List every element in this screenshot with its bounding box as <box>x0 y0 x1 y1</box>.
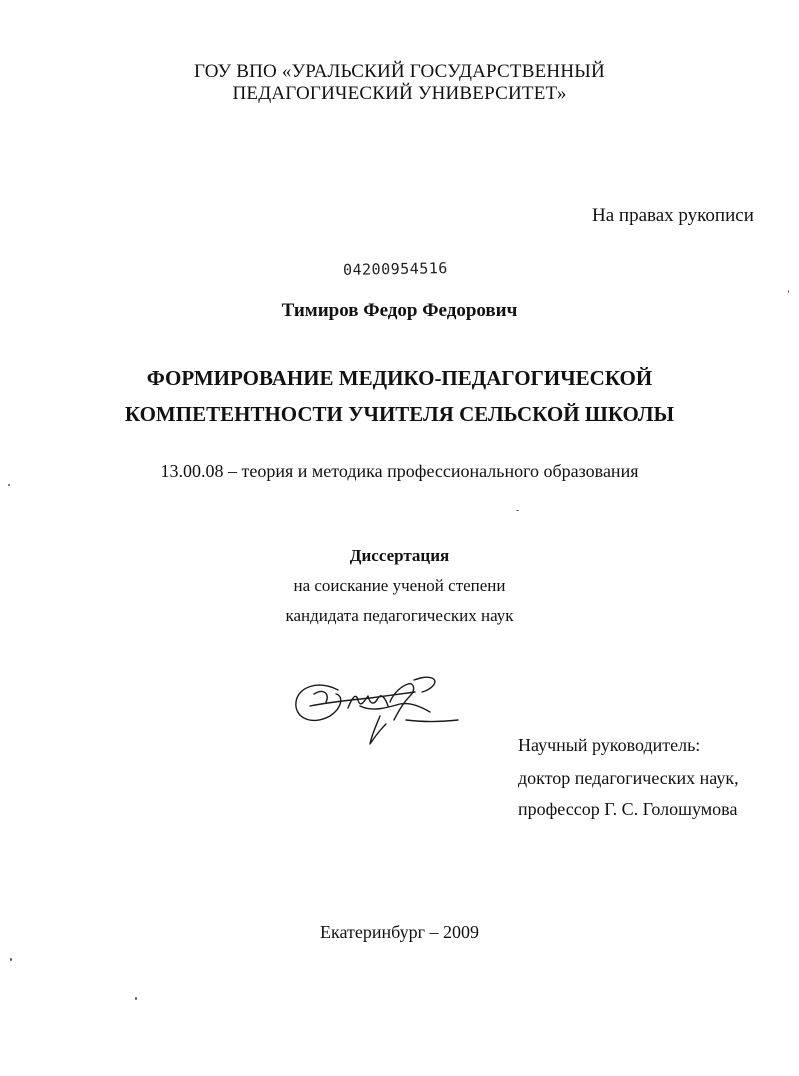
scan-speck <box>788 290 789 293</box>
scan-speck <box>10 958 12 961</box>
dissertation-title-line2: КОМПЕТЕНТНОСТИ УЧИТЕЛЯ СЕЛЬСКОЙ ШКОЛЫ <box>124 402 675 426</box>
supervisor-degree: доктор педагогических наук, <box>518 768 739 788</box>
scan-speck <box>8 484 10 486</box>
university-name-line2: ПЕДАГОГИЧЕСКИЙ УНИВЕРСИТЕТ» <box>232 83 567 104</box>
supervisor-name: профессор Г. С. Голошумова <box>518 799 738 819</box>
city-year: Екатеринбург – 2009 <box>320 922 479 942</box>
catalog-code: 04200954516 <box>342 259 448 279</box>
scan-speck <box>516 510 519 511</box>
university-name-line1: ГОУ ВПО «УРАЛЬСКИЙ ГОСУДАРСТВЕННЫЙ <box>194 61 605 82</box>
degree-line1: на соискание ученой степени <box>293 576 506 595</box>
supervisor-label: Научный руководитель: <box>518 735 701 755</box>
signature-icon <box>290 672 465 752</box>
specialty-code: 13.00.08 – теория и методика профессионального образования <box>160 461 639 481</box>
dissertation-title-line1: ФОРМИРОВАНИЕ МЕДИКО-ПЕДАГОГИЧЕСКОЙ <box>146 366 653 390</box>
scan-speck <box>135 997 137 1000</box>
author-name: Тимиров Федор Федорович <box>281 300 518 321</box>
signature-strokes <box>296 677 458 744</box>
rights-note: На правах рукописи <box>592 205 754 226</box>
dissertation-type: Диссертация <box>349 546 450 565</box>
degree-line2: кандидата педагогических наук <box>285 606 514 625</box>
